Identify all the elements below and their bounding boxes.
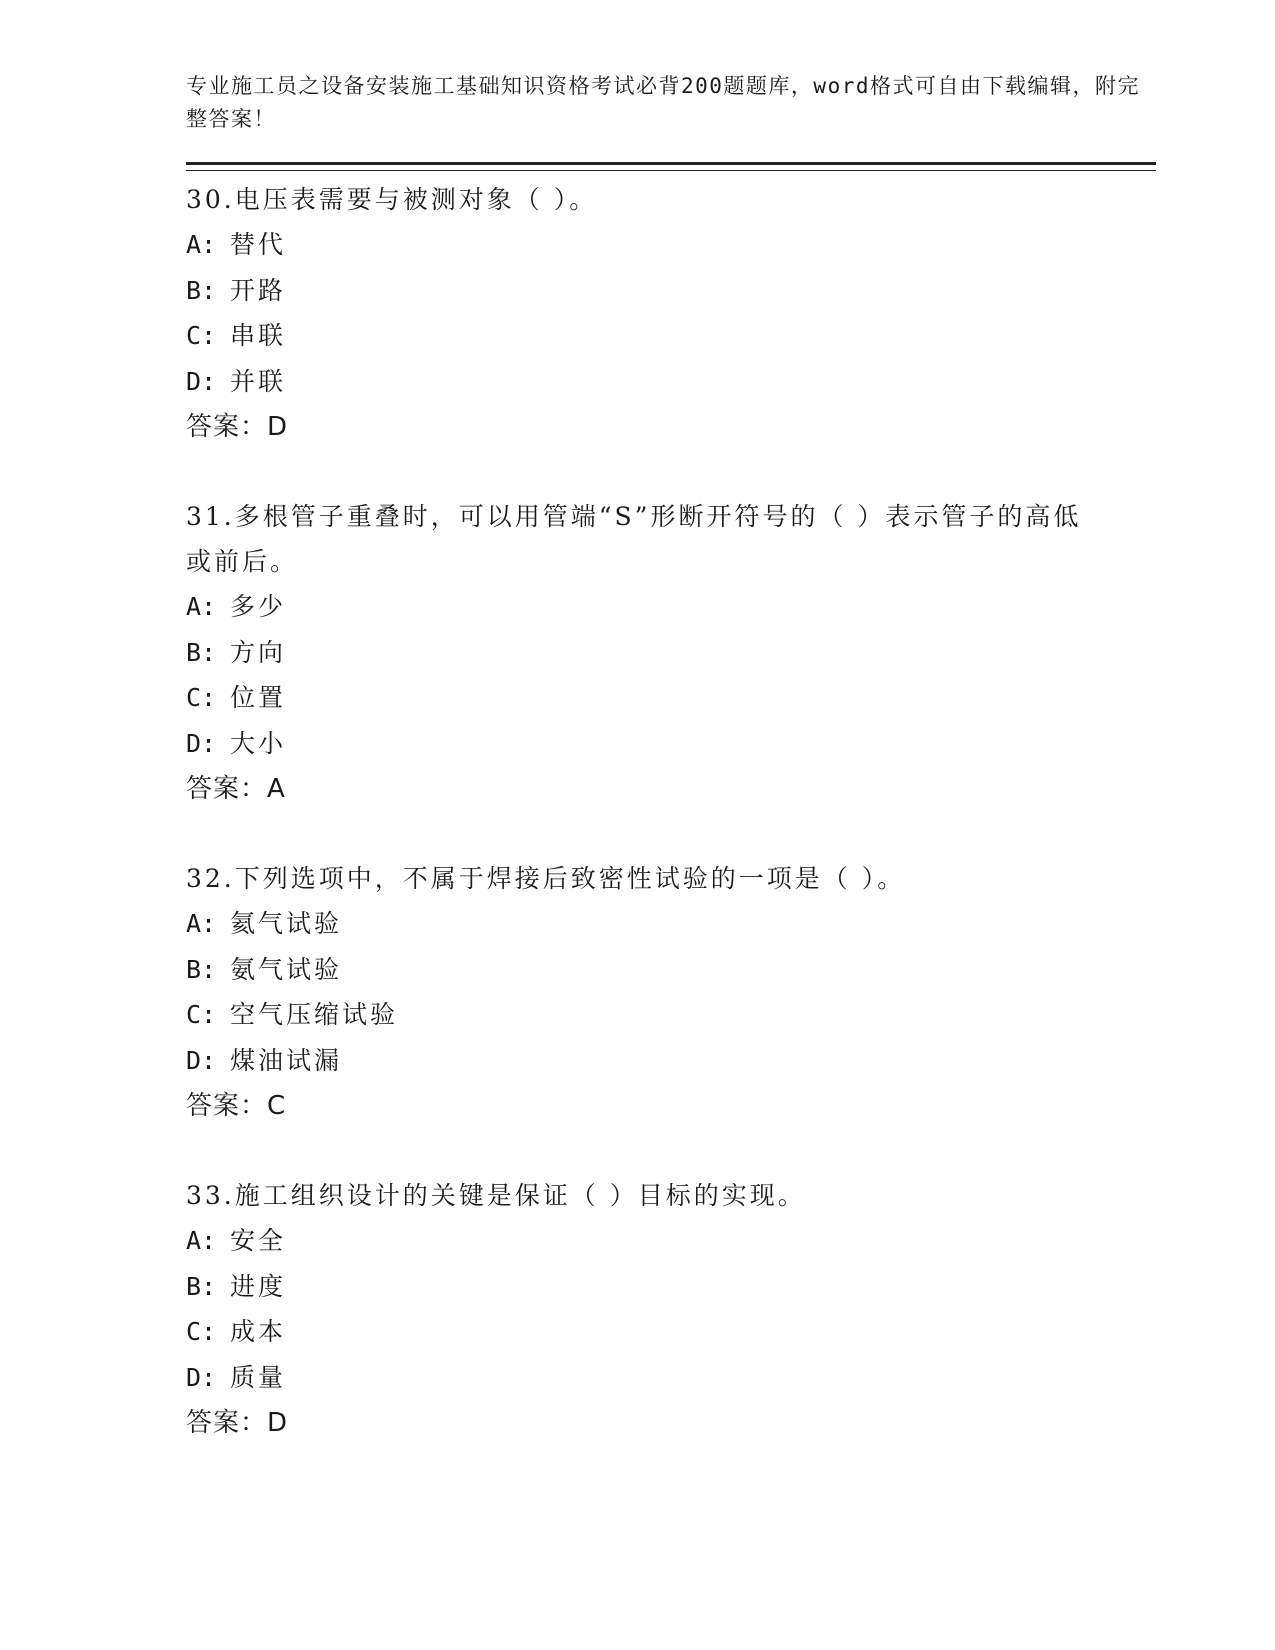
document-page [186,70,1156,1446]
option-text: 质量 [230,1362,287,1392]
question-32 [186,856,1156,1129]
option-letter: D: [186,728,217,758]
option-text: 进度 [230,1271,287,1301]
document-header-title: 专业施工员之设备安装施工基础知识资格考试必背200题题库，word格式可自由下载编辑，附完整答案！ [186,74,1140,131]
option-text: 多少 [230,592,287,621]
option-d [186,1038,1156,1084]
option-text: 空气压缩试验 [230,1000,399,1029]
question-text: 33.施工组织设计的关键是保证（ ）目标的实现。 [186,1181,806,1210]
option-text: 氦气试验 [230,909,343,938]
option-letter: A: [186,1226,217,1255]
option-letter: B: [186,637,217,667]
answer-line: 答案：D [186,1408,289,1438]
option-letter: A: [186,909,217,938]
option-c [186,313,1156,359]
option-d [186,359,1156,405]
question-33 [186,1173,1156,1446]
question-text: 30.电压表需要与被测对象（ ）。 [186,185,598,214]
option-text: 成本 [230,1317,287,1346]
option-letter: D: [186,1362,217,1392]
option-text: 安全 [230,1226,287,1255]
option-a [186,901,1156,947]
question-text: 31.多根管子重叠时，可以用管端“S”形断开符号的（ ）表示管子的高低或前后。 [186,502,1082,576]
option-letter: B: [186,1271,217,1301]
header-divider [186,162,1156,171]
option-letter: D: [186,1045,217,1075]
option-letter: B: [186,275,217,305]
option-text: 方向 [230,637,287,667]
option-c [186,675,1156,721]
option-d [186,721,1156,767]
option-text: 开路 [230,275,287,305]
question-31 [186,494,1156,812]
option-letter: C: [186,1317,217,1346]
option-b [186,947,1156,993]
option-d [186,1355,1156,1401]
question-spacer [186,812,1156,856]
question-30 [186,177,1156,450]
question-spacer [186,1129,1156,1173]
answer-line: 答案：D [186,412,289,442]
option-letter: C: [186,321,217,350]
option-letter: C: [186,683,217,712]
option-text: 大小 [230,728,287,758]
option-letter: D: [186,366,217,396]
question-text: 32.下列选项中，不属于焊接后致密性试验的一项是（ ）。 [186,864,906,893]
option-letter: A: [186,230,217,259]
question-spacer [186,450,1156,494]
answer-line: 答案：A [186,774,286,804]
option-b [186,1264,1156,1310]
option-a [186,222,1156,268]
option-text: 串联 [230,321,287,350]
option-letter: A: [186,592,217,621]
answer-line: 答案：C [186,1091,287,1121]
option-b [186,268,1156,314]
option-c [186,1309,1156,1355]
option-text: 煤油试漏 [230,1045,343,1075]
option-a [186,584,1156,630]
option-a [186,1218,1156,1264]
option-c [186,992,1156,1038]
option-text: 位置 [230,683,287,712]
option-text: 并联 [230,366,287,396]
option-letter: B: [186,954,217,984]
option-text: 氨气试验 [230,954,343,984]
option-letter: C: [186,1000,217,1029]
option-text: 替代 [230,230,287,259]
option-b [186,630,1156,676]
